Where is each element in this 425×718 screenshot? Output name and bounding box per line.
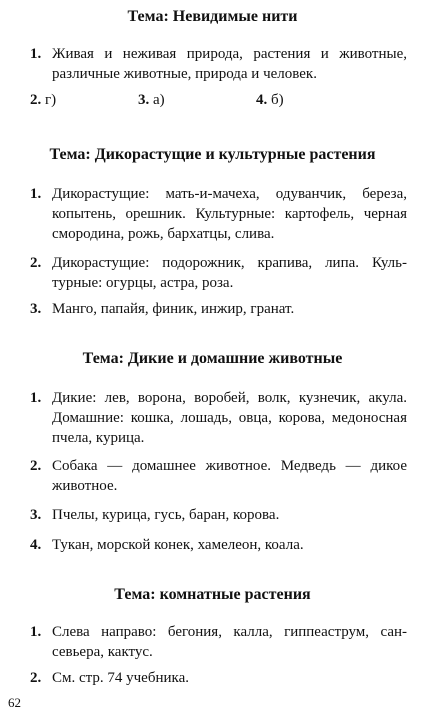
item-text-line: Слева направо: бегония, калла, гиппеаструм, сан- [52,624,407,640]
section-heading-wild-domestic-animals: Тема: Дикие и домашние животные [82,350,343,367]
answers-row [30,92,407,112]
item-number: 2. [30,255,42,271]
item-text-line: Тукан, морской конек, хамелеон, коала. [52,537,304,553]
item-text-line: Живая и неживая природа, растения и животные, [52,46,407,62]
item-number: 1. [30,186,42,202]
item-text-line: различные животные, природа и человек. [52,66,317,82]
item-number: 1. [30,390,42,406]
item-text-line: животное. [52,478,118,494]
item-number: 2. [30,670,42,686]
item-text-line: Собака — домашнее животное. Медведь — дикое [52,458,407,474]
item-number: 3. [30,507,42,523]
item-text-line: турные: огурцы, астра, роза. [52,275,234,291]
item-text-line: См. стр. 74 учебника. [52,670,189,686]
page-number: 62 [8,695,21,710]
section-heading-wild-cultivated-plants: Тема: Дикорастущие и культурные растения [49,146,376,163]
section-heading-invisible-threads: Тема: Невидимые нити [127,8,298,25]
item-text-line: Домашние: кошка, лошадь, овца, корова, медоносная [52,410,407,426]
item-text-line: копытень, орешник. Культурные: картофель, черная [52,206,407,222]
item-text-line: Дикорастущие: подорожник, крапива, липа. Куль- [52,255,407,271]
item-number: 4. [30,537,42,553]
item-text-line: Дикорастущие: мать-и-мачеха, одуванчик, береза, [52,186,407,202]
item-text-line: Манго, папайя, финик, инжир, гранат. [52,301,295,317]
item-number: 1. [30,624,42,640]
item-text-line: Дикие: лев, ворона, воробей, волк, кузнечик, акула. [52,390,407,406]
answer-4: 4. б) [256,92,284,108]
section-heading-houseplants: Тема: комнатные растения [114,586,311,603]
item-text-line: смородина, рожь, бархатцы, слива. [52,226,275,242]
item-text-line: пчела, курица. [52,430,145,446]
answer-3: 3. а) [138,92,165,108]
item-text-line: севьера, кактус. [52,644,153,660]
answer-2: 2. г) [30,92,57,108]
item-number: 2. [30,458,42,474]
item-number: 1. [30,46,42,62]
item-number: 3. [30,301,42,317]
item-text-line: Пчелы, курица, гусь, баран, корова. [52,507,280,523]
